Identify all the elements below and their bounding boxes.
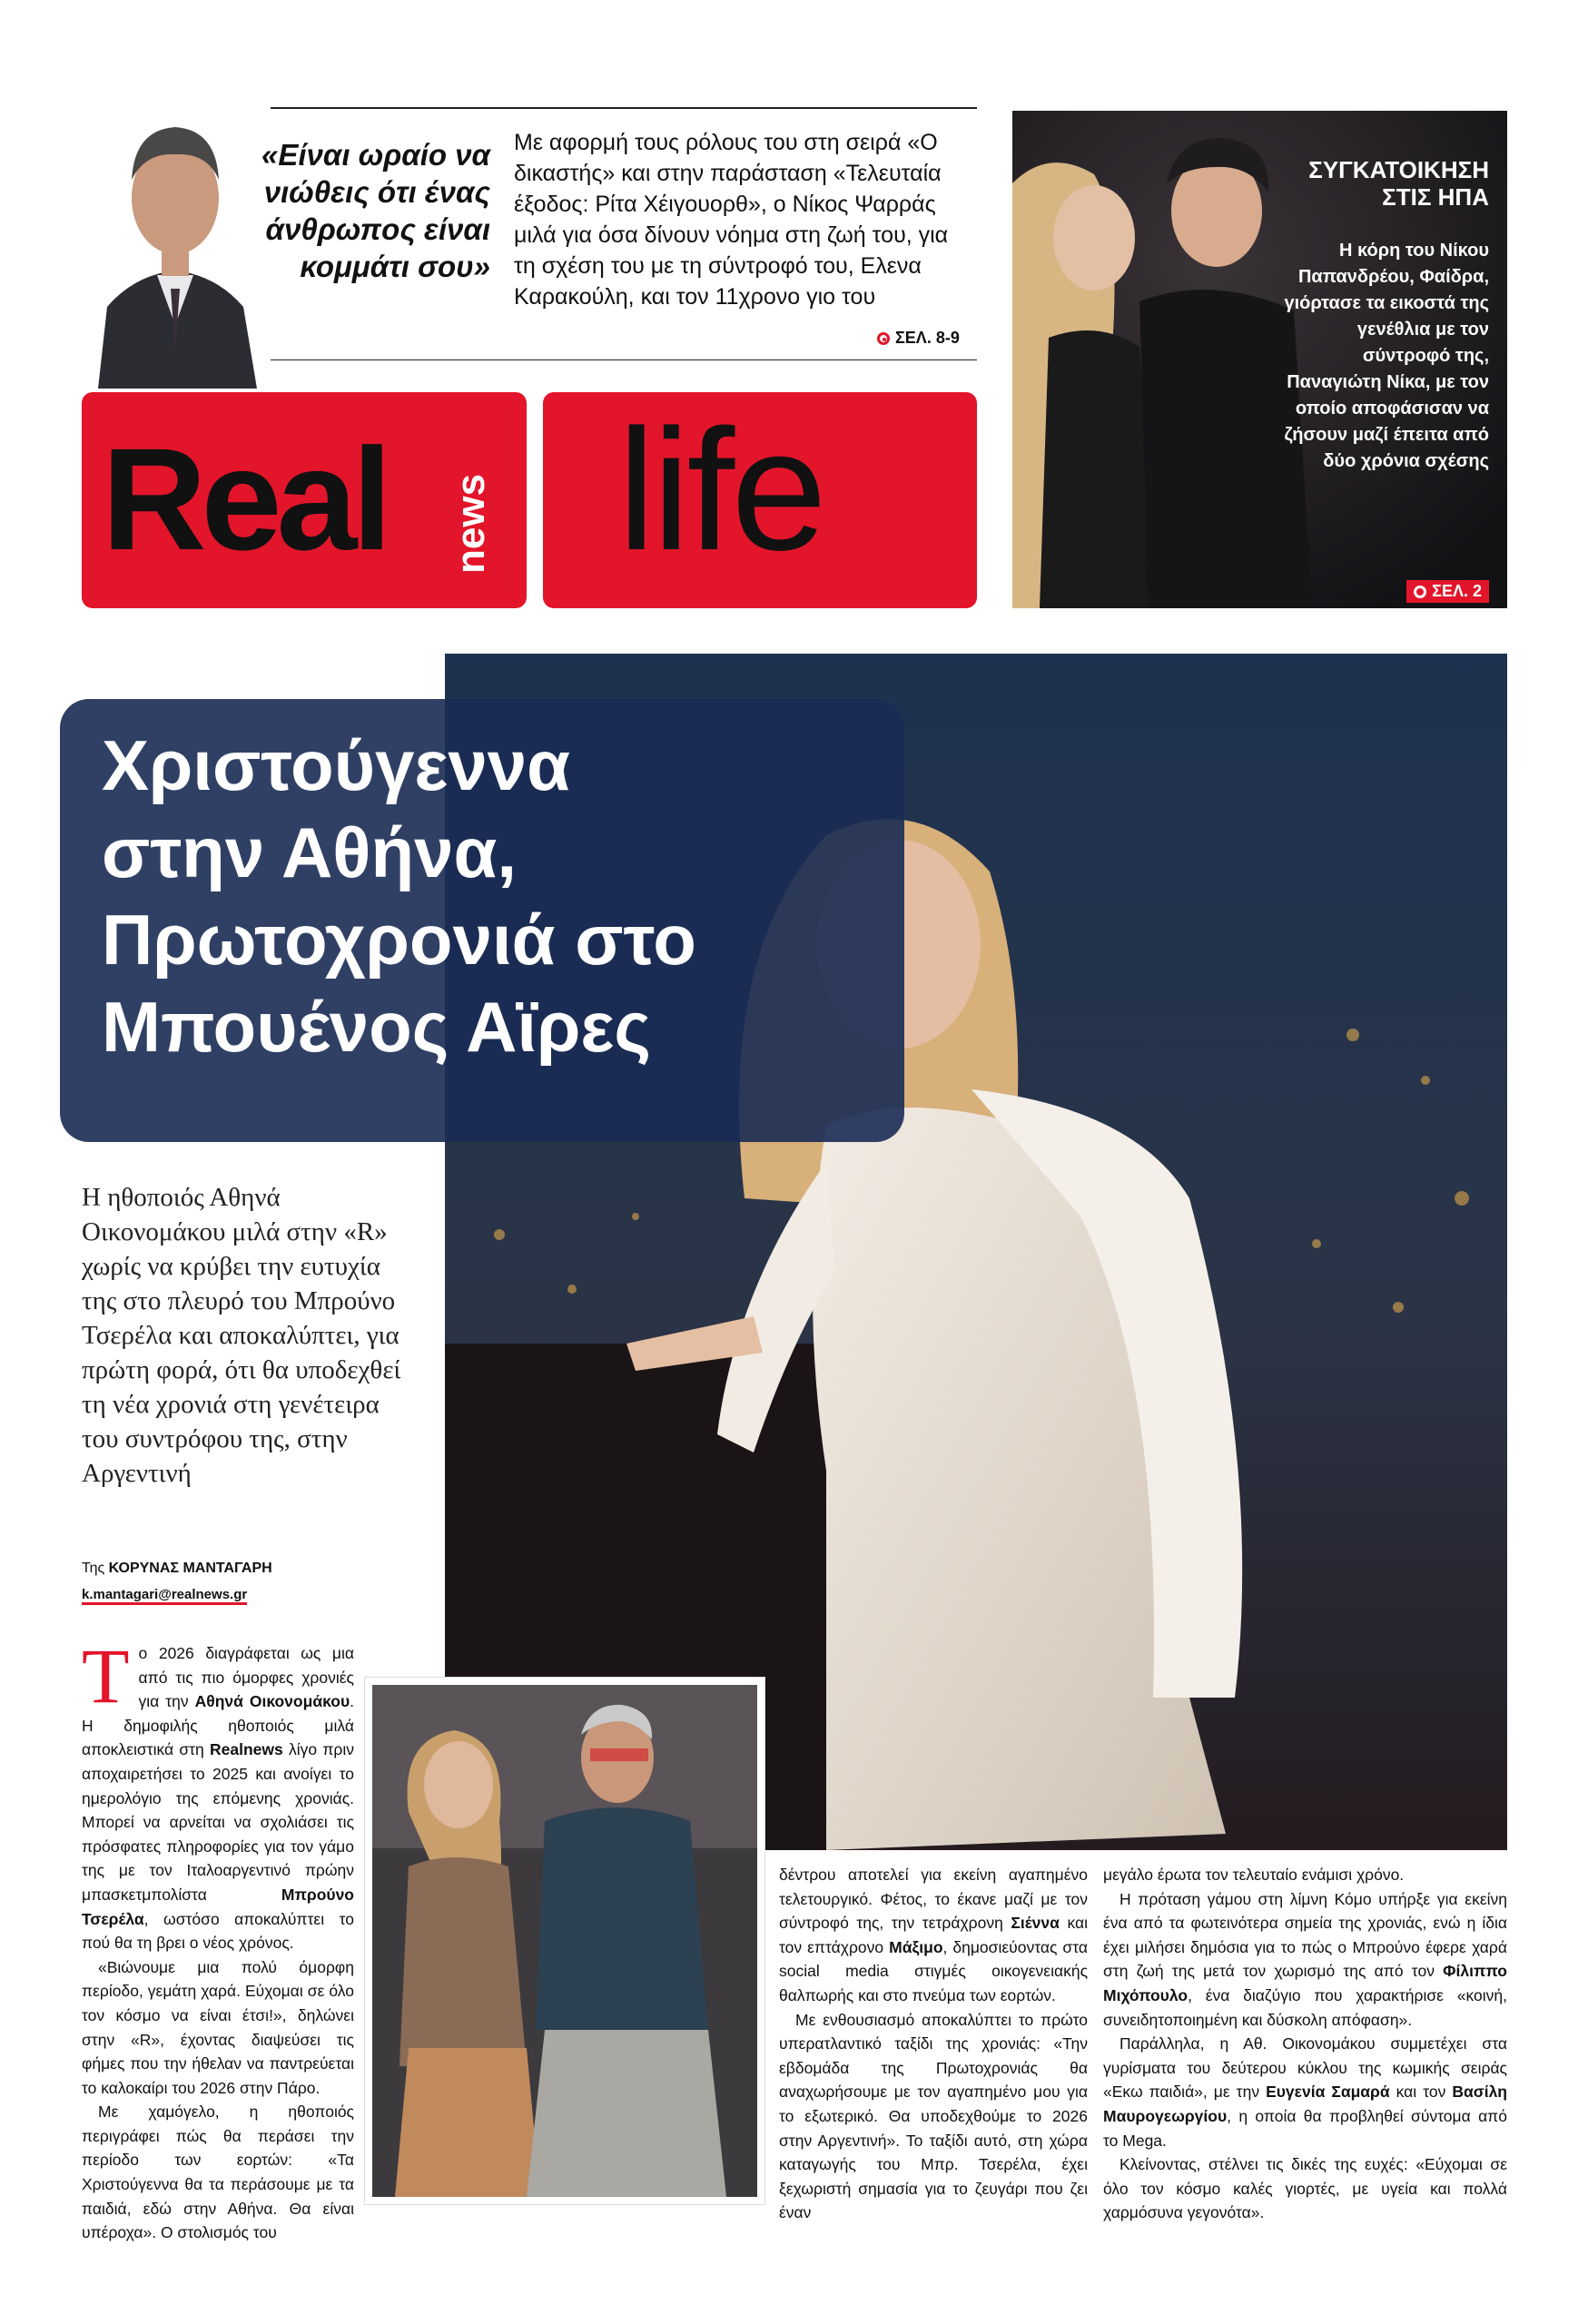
- article-paragraph: «Βιώνουμε μια πολύ όμορφη περίοδο, γεμάτη χαρά. Εύχομαι σε όλο τον κόσμο να είναι έτσι!», δηλώνει στην «R», έχοντας διαψεύσει τις φήμες που την ήθελαν να παντρεύεται το καλοκαίρι του 2026 στην Πάρο.: [82, 1957, 354, 2097]
- headline-line: Μπουένος Αϊρες: [102, 987, 651, 1067]
- text-span: , η οποία θα προβληθεί σύντομα από το Mega.: [1103, 2106, 1507, 2150]
- text-span: Μπρούνο Τσερέλα: [82, 1885, 354, 1928]
- article-paragraph: Με χαμόγελο, η ηθοποιός περιγράφει πώς θα περάσει την περίοδο των εορτών: «Τα Χριστούγεννα θα τα περάσουμε με τα παιδιά, εδώ στην Αθήνα. Θα είναι υπέροχα». Ο στολισμός του: [82, 2102, 354, 2242]
- teaser-body: Με αφορμή τους ρόλους του στη σειρά «Ο δικαστής» και στην παράσταση «Τελευταία έξοδος: Ρίτα Χέιγουορθ», ο Νίκος Ψαρράς μιλά για όσα δίνουν νόημα στη ζωή του, για τη σχέση του με τη σύντροφό του, Ελενα Καρακούλη, και τον 11χρονο γιο του: [514, 130, 949, 310]
- text-span: . Η δημοφιλής ηθοποιός μιλά αποκλειστικά στη: [82, 1692, 354, 1759]
- teaser-bottom-rule: [263, 359, 977, 360]
- dropcap: Τ: [82, 1632, 130, 1719]
- target-icon: [877, 332, 890, 345]
- teaser-quote: «Είναι ωραίο να νιώθεις ότι ένας άνθρωπος είναι κομμάτι σου»: [261, 138, 490, 283]
- lead-paragraph: Η ηθοποιός Αθηνά Οικονομάκου μιλά στην «R» χωρίς να κρύβει την ευτυχία της στο πλευρό του Μπρούνο Τσερέλα και αποκαλύπτει, για πρώτη φορά, ότι θα υποδεχθεί τη νέα χρονιά στη γενέτειρα του συντρόφου της, στην Αργεντινή: [82, 1183, 401, 1488]
- article-column-2: [779, 1863, 1088, 2225]
- headline-line: Χριστούγεννα: [102, 725, 571, 805]
- text-span: Σιέννα: [1011, 1914, 1060, 1933]
- text-span: και τον: [1389, 2083, 1453, 2102]
- text-span: , ωστόσο αποκαλύπτει το πού θα τη βρει ο νέος χρόνος.: [82, 1909, 354, 1953]
- article-paragraph: Με ενθουσιασμό αποκαλύπτει το πρώτο υπερατλαντικό ταξίδι της χρονιάς: «Την εβδομάδα της Πρωτοχρονιάς θα αναχωρήσουμε με τον αγαπημένο μου για το εξωτερικό. Θα υποδεχθούμε το 2026 στην Αργεντινή». Το ταξίδι αυτό, στη χώρα καταγωγής του Μπρ. Τσερέλα, έχει ξεχωριστή σημασία για το ζευγάρι που ζει έναν: [779, 2010, 1088, 2222]
- sidebar-page-ref[interactable]: [1406, 580, 1489, 603]
- text-span: Μάξιμο: [889, 1937, 943, 1956]
- teaser-page-ref[interactable]: [877, 329, 960, 348]
- article-paragraph: μεγάλο έρωτα τον τελευταίο ενάμισι χρόνο.: [1103, 1866, 1405, 1884]
- logo-real-text: Real: [102, 418, 387, 580]
- logo-news-text: news: [449, 473, 493, 574]
- text-span: Βασίλη Μαυρογεωργίου: [1103, 2083, 1507, 2125]
- byline-name: ΚΟΡΥΝΑΣ ΜΑΝΤΑΓΑΡΗ: [108, 1561, 272, 1576]
- target-icon: [1414, 586, 1426, 598]
- headline-line: στην Αθήνα,: [102, 812, 518, 892]
- text-span: λίγο πριν αποχαιρετήσει το 2025 και ανοίγει το ημερολόγιο της επόμενης χρονιάς. Μπορεί να αρνείται να σχολιάσει τις πρόσφατες πληροφορίες για τον γάμο της με τον Ιταλοαργεντινό πρώην μπασκετμπολίστα: [82, 1740, 355, 1904]
- article-paragraph: [82, 1632, 355, 1955]
- text-span: Αθηνά Οικονομάκου: [194, 1692, 350, 1711]
- article-paragraph: Κλείνοντας, στέλνει τις δικές της ευχές: «Εύχομαι σε όλο τον κόσμο καλές γιορτές, με υγεία και πολλά χαρμόσυνα γεγονότα».: [1103, 2155, 1507, 2222]
- text-span: Η πρόταση γάμου στη λίμνη Κόμο υπήρξε για εκείνη ένα από τα φωτεινότερα σημεία της χρονιάς, ενώ η ίδια έχει μιλήσει δημόσια για το πώς ο Μπρούνο έφερε χαρά στη ζωή της μετά τον χωρισμό της από τον: [1103, 1889, 1507, 1981]
- sidebar-text: Η κόρη του Νίκου Παπανδρέου, Φαίδρα, γιόρτασε τα εικοστά της γενέθλια με τον σύντροφό της, Παναγιώτη Νίκα, με τον οποίο αποφάσισαν να ζήσουν μαζί έπειτα από δύο χρόνια σχέσης: [1284, 241, 1489, 471]
- teaser-page-ref-label: ΣΕΛ. 8-9: [895, 329, 960, 347]
- text-span: , δημοσιεύοντας στα social media στιγμές οικογενειακής θαλπωρής και στο πνεύμα των εορτών.: [779, 1937, 1088, 2004]
- article-column-3: [1103, 1863, 1507, 2225]
- main-headline: [102, 722, 901, 1070]
- headline-line: Πρωτοχρονιά στο: [102, 900, 696, 980]
- byline-prefix: Της: [82, 1561, 105, 1576]
- byline: [82, 1558, 272, 1580]
- logo-life-text: life: [617, 394, 824, 586]
- text-span: , ένα διαζύγιο που χαρακτήρισε «κοινή, συνειδητοποιημένη και δύσκολη απόφαση».: [1103, 1985, 1507, 2029]
- sidebar-page-ref-label: ΣΕΛ. 2: [1432, 582, 1482, 600]
- article-paragraph: [779, 1863, 1088, 2008]
- top-rule: [263, 107, 977, 109]
- teaser-text: [514, 127, 975, 312]
- article-column-1: [82, 1632, 355, 2245]
- text-span: Realnews: [210, 1740, 283, 1759]
- couple-inset-photo: [365, 1678, 764, 2204]
- article-paragraph: [1103, 1887, 1507, 2033]
- text-span: Ευγενία Σαμαρά: [1266, 2083, 1390, 2102]
- sidebar-heading: ΣΥΓΚΑΤΟΙΚΗΣΗ ΣΤΙΣ ΗΠΑ: [1308, 156, 1489, 211]
- text-span: Παράλληλα, η Αθ. Οικονομάκου συμμετέχει στα γυρίσματα του δεύτερου κύκλου της κωμικής σειράς «Εκω παιδιά», με την: [1103, 2034, 1507, 2102]
- sidebar-story[interactable]: [1012, 111, 1507, 608]
- article-paragraph: [1103, 2032, 1507, 2152]
- text-span: Φίλιππο Μιχόπουλο: [1103, 1962, 1507, 2004]
- byline-email[interactable]: k.mantagari@realnews.gr: [82, 1587, 247, 1605]
- text-span: δέντρου αποτελεί για εκείνη αγαπημένο τελετουργικό. Φέτος, το έκανε μαζί με τον σύντροφό της, την τετράχρονη: [779, 1866, 1088, 1933]
- text-span: ο 2026 διαγράφεται ως μια από τις πιο όμορφες χρονιές για την: [138, 1644, 354, 1711]
- text-span: και τον επτάχρονο: [779, 1914, 1088, 1956]
